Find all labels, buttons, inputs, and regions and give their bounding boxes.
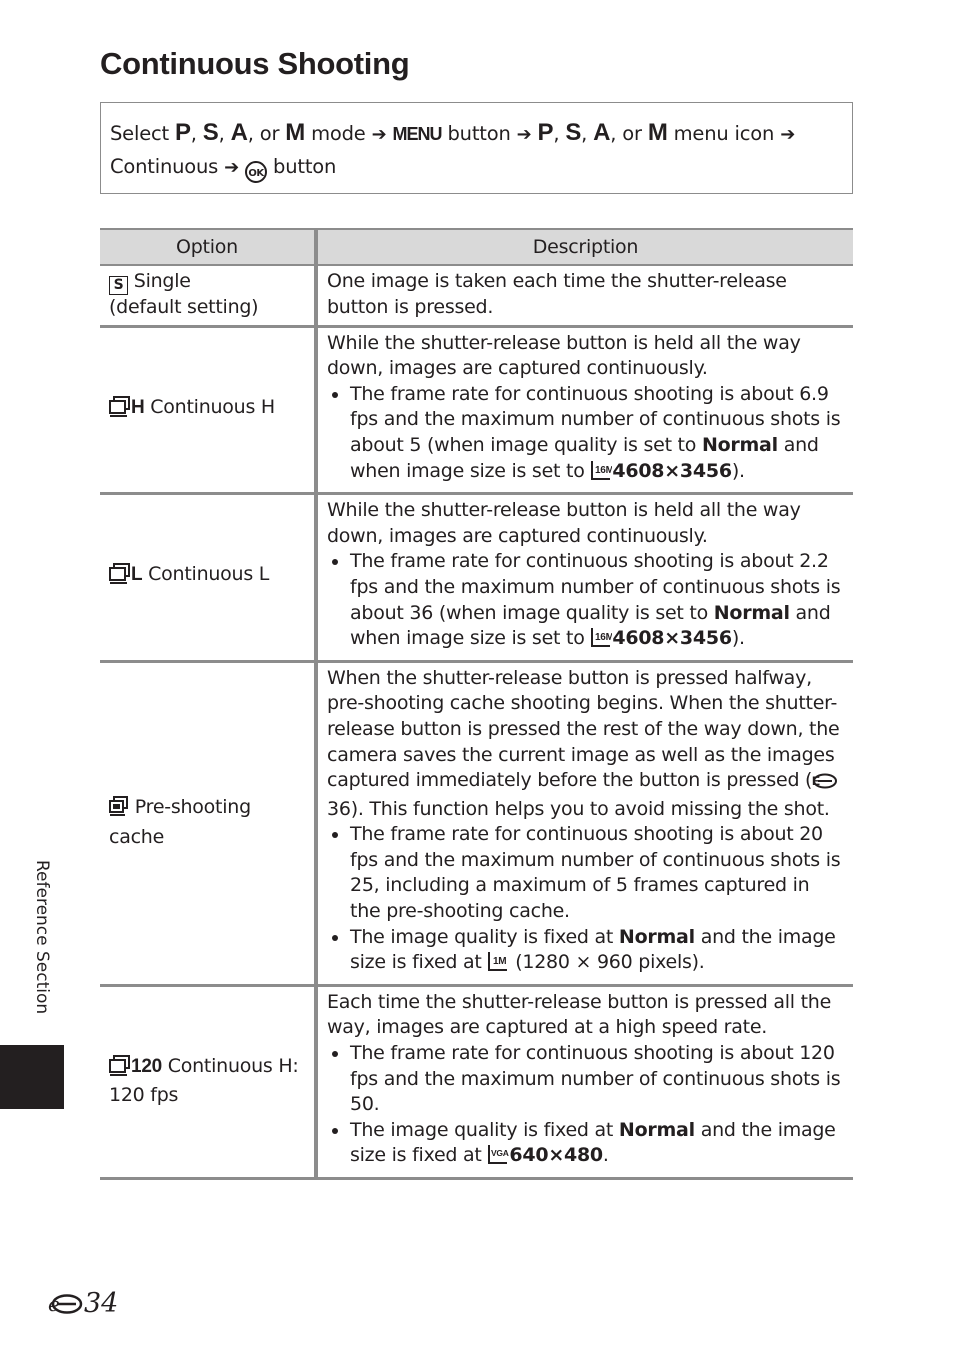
option-cell: S Single (default setting) [100,265,316,326]
option-cell: 120 Continuous H: 120 fps [100,985,316,1178]
table-row [100,661,853,985]
section-side-label: Reference Section [32,860,52,1015]
svg-text:16M: 16M [595,632,613,644]
column-header-option: Option [100,229,316,265]
arrow-icon: ➔ [224,157,240,178]
nav-select: Select [110,122,169,145]
option-cell: H Continuous H [100,326,316,494]
image-size-16m-icon [590,626,612,656]
arrow-icon: ➔ [371,124,387,145]
svg-text:16M: 16M [595,464,613,476]
mode-p-icon: P [537,119,554,146]
list-item: • The frame rate for continuous shooting is about 6.9 fps and the maximum number of continuous shots is about 5 (when image quality is set to Normal and when image size is set to 16M 4608×3456). [350,382,845,488]
list-item: • The frame rate for continuous shooting is about 20 fps and the maximum number of continuous shots is 25, including a maximum of 5 frames captured in the pre-shooting cache. [350,822,845,924]
page-number: e 34 [48,1288,118,1322]
table-row [100,265,853,326]
list-item: • The frame rate for continuous shooting is about 120 fps and the maximum number of continuous shots is 50. [350,1041,845,1118]
list-item: • The image quality is fixed at Normal and the image size is fixed at 1M (1280 × 960 pixels). [350,925,845,980]
arrow-icon: ➔ [780,124,796,145]
menu-button-icon: MENU [392,124,442,144]
svg-text:1M: 1M [493,956,507,968]
option-cell: Pre-shooting cache [100,661,316,985]
continuous-l-icon [109,562,131,592]
image-size-16m-icon [590,459,612,489]
option-cell: L Continuous L [100,494,316,662]
table-row [100,985,853,1178]
svg-text:e: e [48,1293,60,1315]
single-mode-icon: S [109,276,128,295]
options-table [100,228,853,1180]
page-title: Continuous Shooting [100,46,410,81]
section-tab-marker [0,1045,64,1109]
table-row [100,326,853,494]
svg-text:VGA: VGA [491,1148,510,1159]
table-header-row [100,229,853,265]
mode-m-icon: M [647,119,668,146]
ok-button-icon: OK [245,161,267,183]
mode-a-icon: A [230,119,248,146]
description-cell: One image is taken each time the shutter-release button is pressed. [316,265,853,326]
continuous-h-120-icon [109,1054,131,1084]
arrow-icon: ➔ [516,124,532,145]
description-cell: When the shutter-release button is pressed halfway, pre-shooting cache shooting begins. When the shutter-release button is pressed the rest of the way down, the camera saves the current image as well as the images captured immediately before the button is pressed ( E 36). This function helps you to avoid missing the shot. • The frame rate for continuous shooting is about 20 fps and the maximum number of continuous shots is 25, including a maximum of 5 frames captured in the pre-shooting cache. • The image quality is fixed at Normal and the image size is fixed at 1M (1280 × 960 pixels). [316,661,853,985]
reference-section-icon [48,1291,84,1322]
list-item: • The image quality is fixed at Normal and the image size is fixed at VGA 640×480. [350,1118,845,1173]
mode-a-icon: A [593,119,611,146]
image-size-vga-icon [487,1143,509,1173]
image-size-1m-icon [487,950,509,980]
description-cell: Each time the shutter-release button is pressed all the way, images are captured at a high speed rate. • The frame rate for continuous shooting is about 120 fps and the maximum number of continuous shots is 50. • The image quality is fixed at Normal and the image size is fixed at VGA 640×480. [316,985,853,1178]
mode-s-icon: S [565,119,582,146]
mode-s-icon: S [202,119,219,146]
mode-p-icon: P [174,119,191,146]
table-row [100,494,853,662]
continuous-h-icon [109,395,131,425]
column-header-description: Description [316,229,853,265]
description-cell: While the shutter-release button is held all the way down, images are captured continuously. • The frame rate for continuous shooting is about 2.2 fps and the maximum number of continuous shots is about 36 (when image quality is set to Normal and when image size is set to 16M 4608×3456). [316,494,853,662]
reference-section-icon [812,771,838,797]
description-cell: While the shutter-release button is held all the way down, images are captured continuously. • The frame rate for continuous shooting is about 6.9 fps and the maximum number of continuous shots is about 5 (when image quality is set to Normal and when image size is set to 16M 4608×3456). [316,326,853,494]
svg-text:E: E [812,774,820,789]
pre-shooting-cache-icon [109,795,129,825]
mode-m-icon: M [285,119,306,146]
list-item: • The frame rate for continuous shooting is about 2.2 fps and the maximum number of continuous shots is about 36 (when image quality is set to Normal and when image size is set to 16M 4608×3456). [350,549,845,655]
menu-path-box: Select P, S, A, or M mode ➔ MENU button ➔ P, S, A, or M menu icon ➔ Continuous ➔ OK button [100,102,853,194]
